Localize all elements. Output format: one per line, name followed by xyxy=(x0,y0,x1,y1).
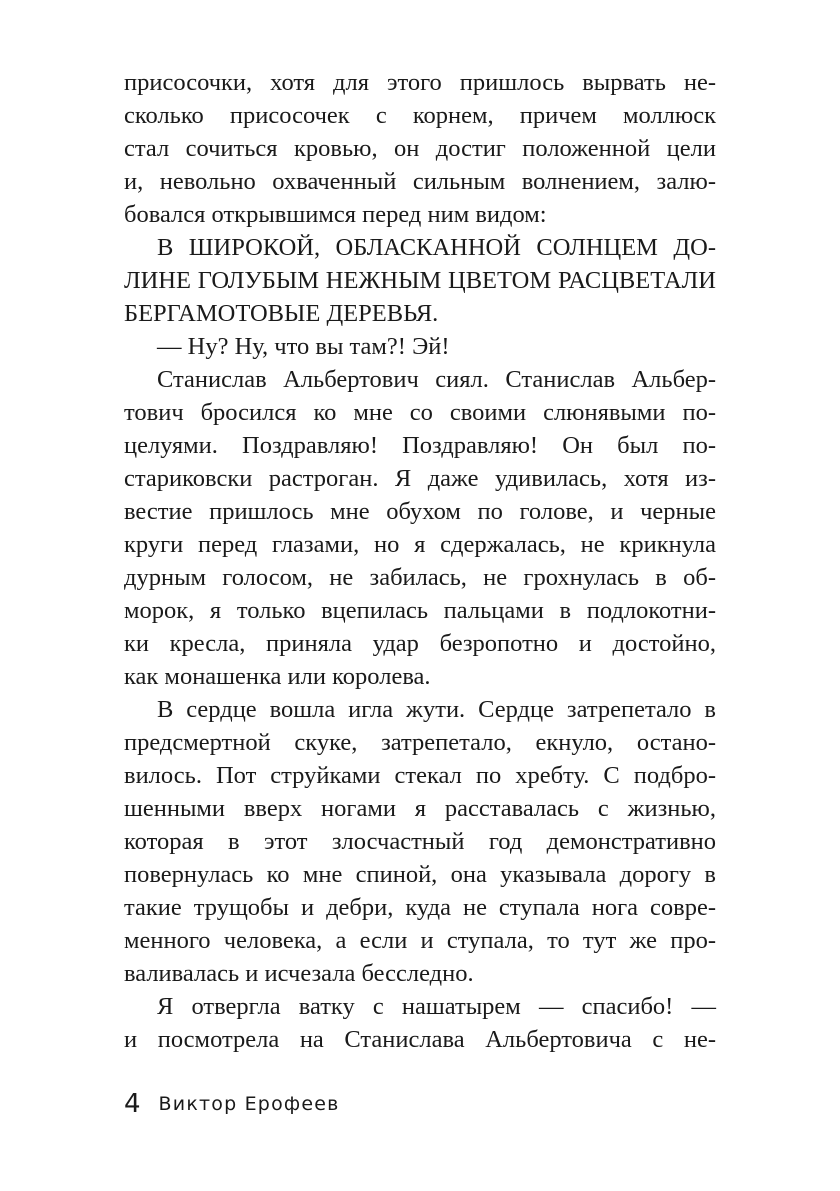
text-line: предсмертной скуке, затрепетало, екнуло, остано- xyxy=(124,729,716,756)
text-line: валивалась и исчезала бесследно. xyxy=(124,960,474,987)
text-line: такие трущобы и дебри, куда не ступала нога совре- xyxy=(124,894,716,921)
text-line: сколько присосочек с корнем, причем моллюск xyxy=(124,102,716,129)
text-line: бовался открывшимся перед ним видом: xyxy=(124,201,547,228)
text-line: и посмотрела на Станислава Альбертовича с не- xyxy=(124,1026,716,1053)
text-line: присосочки, хотя для этого пришлось вырвать не- xyxy=(124,69,716,96)
text-line: менного человека, а если и ступала, то тут же про- xyxy=(124,927,716,954)
text-line: стал сочиться кровью, он достиг положенной цели xyxy=(124,135,716,162)
text-line: тович бросился ко мне со своими слюнявыми по- xyxy=(124,399,716,426)
text-line: — Ну? Ну, что вы там?! Эй! xyxy=(157,333,450,360)
page-number: 4 xyxy=(124,1089,141,1119)
text-line: ки кресла, приняла удар безропотно и достойно, xyxy=(124,630,716,657)
text-line: целуями. Поздравляю! Поздравляю! Он был по- xyxy=(124,432,716,459)
text-line: вилось. Пот струйками стекал по хребту. С подбро- xyxy=(124,762,716,789)
page-footer xyxy=(124,1084,340,1124)
text-line: В ШИРОКОЙ, ОБЛАСКАННОЙ СОЛНЦЕМ ДО- xyxy=(157,234,716,261)
text-line: повернулась ко мне спиной, она указывала дорогу в xyxy=(124,861,716,888)
text-line: шенными вверх ногами я расставалась с жизнью, xyxy=(124,795,716,822)
text-line: стариковски растроган. Я даже удивилась, хотя из- xyxy=(124,465,716,492)
text-line: морок, я только вцепилась пальцами в подлокотни- xyxy=(124,597,716,624)
text-line: ЛИНЕ ГОЛУБЫМ НЕЖНЫМ ЦВЕТОМ РАСЦВЕТАЛИ xyxy=(124,267,716,294)
running-author-name: Виктор Ерофеев xyxy=(158,1093,340,1115)
text-line: Станислав Альбертович сиял. Станислав Альбер- xyxy=(157,366,716,393)
text-line: Я отвергла ватку с нашатырем — спасибо! — xyxy=(157,993,716,1020)
text-line: дурным голосом, не забилась, не грохнулась в об- xyxy=(124,564,716,591)
text-line: круги перед глазами, но я сдержалась, не крикнула xyxy=(124,531,716,558)
text-line: которая в этот злосчастный год демонстративно xyxy=(124,828,716,855)
text-line: и, невольно охваченный сильным волнением, залю- xyxy=(124,168,716,195)
text-line: как монашенка или королева. xyxy=(124,663,431,690)
text-line: вестие пришлось мне обухом по голове, и черные xyxy=(124,498,716,525)
text-line: БЕРГАМОТОВЫЕ ДЕРЕВЬЯ. xyxy=(124,300,439,327)
text-line: В сердце вошла игла жути. Сердце затрепетало в xyxy=(157,696,716,723)
page-body-text xyxy=(124,66,716,1056)
